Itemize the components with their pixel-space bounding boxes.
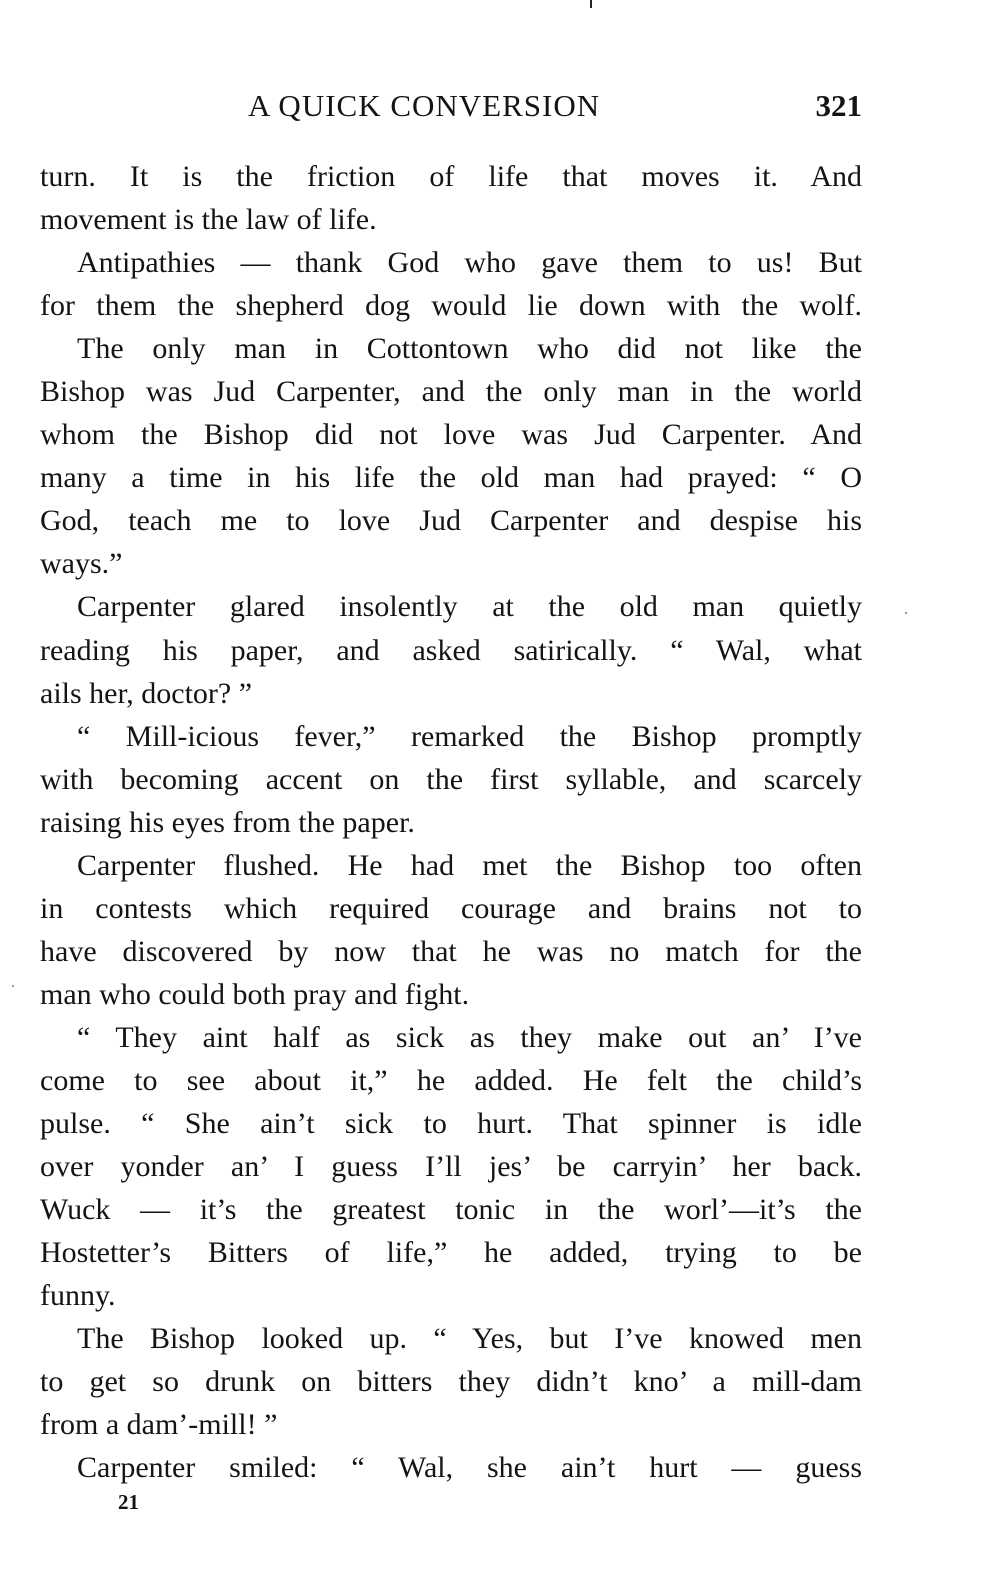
paragraph-first-line: Carpenter smiled: “ Wal, she ain’t hurt — guess xyxy=(77,1451,862,1485)
paragraph-first-line: Antipathies — thank God who gave them to us! But xyxy=(77,246,862,280)
paragraph-first-line: “ They aint half as sick as they make out an’ I’ve xyxy=(77,1020,862,1054)
running-header xyxy=(40,88,862,132)
paragraph-first-line: The Bishop looked up. “ Yes, but I’ve knowed men xyxy=(77,1322,862,1356)
text-line: many a time in his life the old man had prayed: “ O xyxy=(40,461,862,495)
text-line: for them the shepherd dog would lie down with the wolf. xyxy=(40,289,862,323)
text-line: God, teach me to love Jud Carpenter and despise his xyxy=(40,504,862,538)
paragraph-first-line: Carpenter glared insolently at the old man quietly xyxy=(77,590,862,624)
scan-speck xyxy=(12,985,14,987)
text-line: pulse. “ She ain’t sick to hurt. That spinner is idle xyxy=(40,1107,862,1141)
text-line: turn. It is the friction of life that moves it. And xyxy=(40,160,862,193)
text-line: in contests which required courage and brains not to xyxy=(40,891,862,925)
paragraph-first-line: The only man in Cottontown who did not like the xyxy=(77,332,862,366)
paragraph-first-line: Carpenter flushed. He had met the Bishop too often xyxy=(77,848,862,882)
page-number: 321 xyxy=(815,88,862,123)
chapter-title: A QUICK CONVERSION xyxy=(248,88,601,123)
scan-mark xyxy=(590,0,592,8)
text-line: ails her, doctor? ” xyxy=(40,676,253,710)
text-line: Bishop was Jud Carpenter, and the only man in the world xyxy=(40,375,862,409)
text-line: raising his eyes from the paper. xyxy=(40,805,415,839)
text-line: have discovered by now that he was no match for the xyxy=(40,934,862,968)
text-line: Wuck — it’s the greatest tonic in the worl’—it’s the xyxy=(40,1193,862,1227)
text-line: whom the Bishop did not love was Jud Carpenter. And xyxy=(40,418,862,452)
text-line: ways.” xyxy=(40,547,123,581)
scan-speck xyxy=(905,612,907,614)
text-line: over yonder an’ I guess I’ll jes’ be carryin’ her back. xyxy=(40,1150,862,1184)
text-line: Hostetter’s Bitters of life,” he added, trying to be xyxy=(40,1236,862,1270)
text-line: man who could both pray and fight. xyxy=(40,977,470,1011)
paragraph-first-line: “ Mill-icious fever,” remarked the Bishop promptly xyxy=(77,719,862,753)
text-line: movement is the law of life. xyxy=(40,203,377,237)
text-line: reading his paper, and asked satirically. “ Wal, what xyxy=(40,633,862,667)
signature-mark: 21 xyxy=(118,1490,139,1514)
text-line: funny. xyxy=(40,1279,116,1313)
body-text xyxy=(40,155,862,1489)
text-line: with becoming accent on the first syllable, and scarcely xyxy=(40,762,862,796)
text-line: from a dam’-mill! ” xyxy=(40,1408,278,1442)
text-line: come to see about it,” he added. He felt the child’s xyxy=(40,1063,862,1097)
text-line: to get so drunk on bitters they didn’t kno’ a mill-dam xyxy=(40,1365,862,1399)
